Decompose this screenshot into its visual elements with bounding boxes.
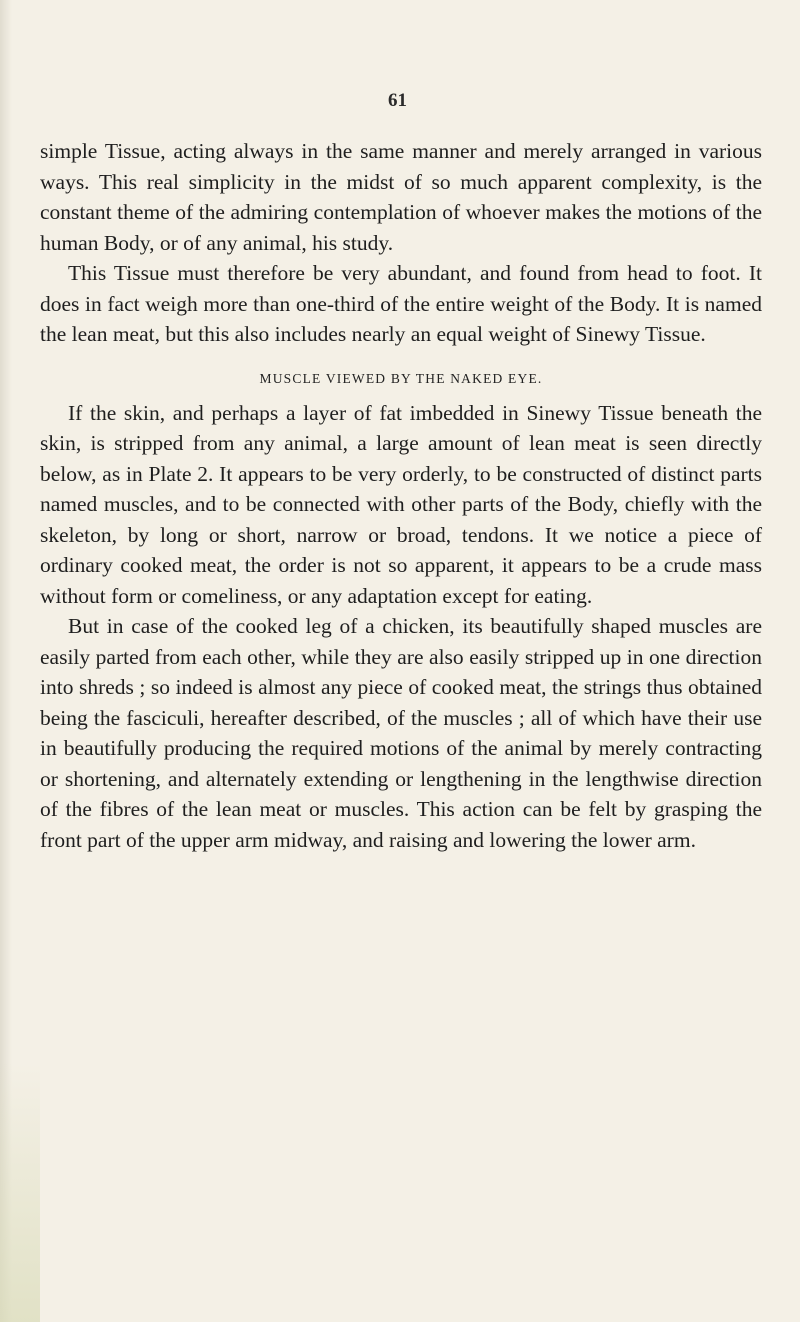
page-number: 61 bbox=[388, 90, 407, 111]
body-text bbox=[40, 136, 762, 855]
paragraph: But in case of the cooked leg of a chicken, its beautifully shaped muscles are easily parted from each other, while they are also easily stripped up in one direction into shreds ; so indeed is almost any piece of cooked meat, the strings thus obtained being the fasciculi, hereafter described, of the muscles ; all of which have their use in beautifully producing the required motions of the animal by merely contracting or shortening, and alternately extending or lengthening in the lengthwise direction of the fibres of the lean meat or muscles. This action can be felt by grasping the front part of the upper arm midway, and raising and lowering the lower arm. bbox=[40, 614, 762, 852]
paragraph: This Tissue must therefore be very abundant, and found from head to foot. It does in fact weigh more than one-third of the entire weight of the Body. It is named the lean meat, but this also includes nearly an equal weight of Sinewy Tissue. bbox=[40, 261, 762, 346]
paragraph: If the skin, and perhaps a layer of fat imbedded in Sinewy Tissue beneath the skin, is stripped from any animal, a large amount of lean meat is seen directly below, as in Plate 2. It appears to be very orderly, to be constructed of distinct parts named muscles, and to be connected with other parts of the Body, chiefly with the skeleton, by long or short, narrow or broad, tendons. It we notice a piece of ordinary cooked meat, the order is not so apparent, it appears to be a crude mass without form or comeliness, or any adaptation except for eating. bbox=[40, 400, 762, 608]
paragraph-continuation: simple Tissue, acting always in the same manner and merely arranged in various ways. This real simplicity in the midst of so much apparent complexity, is the constant theme of the admiring contemplation of whoever makes the motions of the human Body, or of any animal, his study. bbox=[40, 139, 762, 255]
section-heading: MUSCLE VIEWED BY THE NAKED EYE. bbox=[259, 370, 543, 386]
page-stain bbox=[0, 1062, 40, 1322]
